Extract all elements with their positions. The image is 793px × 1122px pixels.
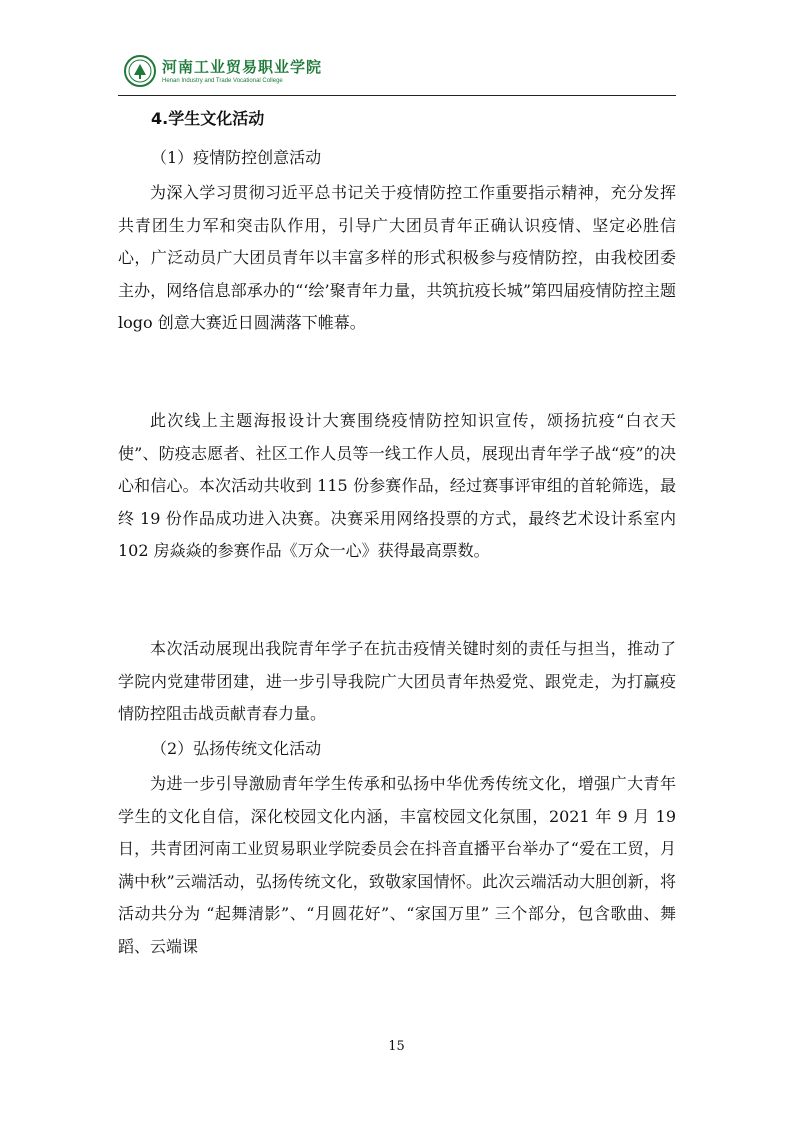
header-divider	[118, 95, 676, 96]
subsection-heading: （2）弘扬传统文化活动	[151, 739, 322, 758]
college-name-en: Henan Industry and Trade Vocational College	[162, 78, 283, 84]
body-paragraph: 为进一步引导激励青年学生传承和弘扬中华优秀传统文化，增强广大青年学生的文化自信，深化校园文化内涵，丰富校园文化氛围，2021 年 9 月 19 日，共青团河南工业贸易职业学院委员会在抖音直播平台举办了“爱在工贸，月满中秋”云端活动，弘扬传统文化，致敬家国情怀。此次云端活动大胆创新，将活动共分为 “起舞清影”、“月圆花好”、“家国万里” 三个部分，包含歌曲、舞蹈、云端课	[118, 774, 676, 956]
subsection-heading: （1）疫情防控创意活动	[151, 148, 322, 167]
college-logo-icon	[124, 55, 156, 87]
college-name-cn: 河南工业贸易职业学院	[162, 58, 323, 76]
body-paragraph: 本次活动展现出我院青年学子在抗击疫情关键时刻的责任与担当，推动了学院内党建带团建，进一步引导我院广大团员青年热爱党、跟党走，为打赢疫情防控阻击战贡献青春力量。	[118, 639, 676, 723]
body-paragraph: 此次线上主题海报设计大赛围绕疫情防控知识宣传，颂扬抗疫“白衣天使”、防疫志愿者、社区工作人员等一线工作人员，展现出青年学子战“疫”的决心和信心。本次活动共收到 115 份参赛作品，经过赛事评审组的首轮筛选，最终 19 份作品成功进入决赛。决赛采用网络投票的方式，最终艺术设计系室内 102 房焱焱的参赛作品《万众一心》获得最高票数。	[118, 411, 676, 560]
body-paragraph: 为深入学习贯彻习近平总书记关于疫情防控工作重要指示精神，充分发挥共青团生力军和突击队作用，引导广大团员青年正确认识疫情、坚定必胜信心，广泛动员广大团员青年以丰富多样的形式积极参与疫情防控，由我校团委主办，网络信息部承办的“‘绘’聚青年力量，共筑抗疫长城”第四届疫情防控主题 logo 创意大赛近日圆满落下帷幕。	[118, 183, 676, 332]
section-title: 4.学生文化活动	[151, 109, 265, 128]
page-number: 15	[388, 1039, 405, 1054]
page-header	[118, 50, 676, 96]
